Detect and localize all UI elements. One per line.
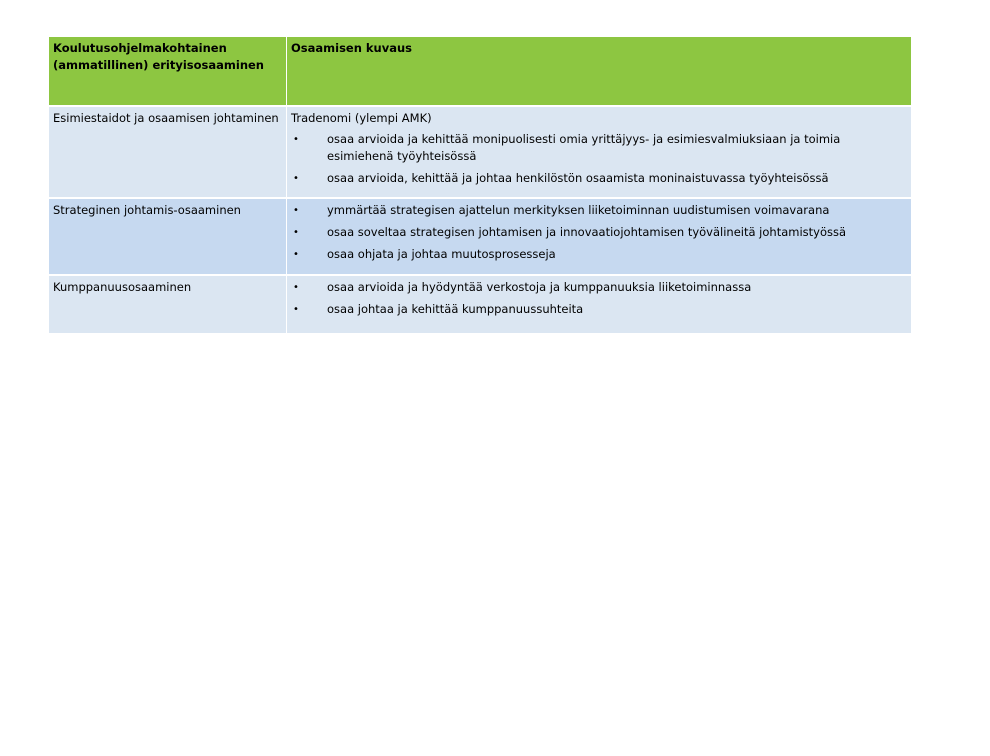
competence-table xyxy=(49,37,911,333)
list-item xyxy=(291,279,907,296)
row-description xyxy=(287,107,911,197)
list-item xyxy=(291,224,907,241)
table-header-row xyxy=(49,37,911,107)
bullet-icon: • xyxy=(293,134,299,145)
bullet-icon: • xyxy=(293,282,299,293)
bullet-icon: • xyxy=(293,227,299,238)
row-label: Strateginen johtamis-osaaminen xyxy=(49,199,287,274)
list-item xyxy=(291,131,907,165)
list-item-text: osaa soveltaa strategisen johtamisen ja innovaatiojohtamisen työvälineitä johtamistyössä xyxy=(327,225,847,239)
list-item-text: osaa ohjata ja johtaa muutosprosesseja xyxy=(327,247,556,261)
table-row xyxy=(49,199,911,276)
table-row xyxy=(49,107,911,199)
row-description xyxy=(287,276,911,333)
list-item xyxy=(291,170,907,187)
bullet-icon: • xyxy=(293,249,299,260)
table-row xyxy=(49,276,911,333)
row-description xyxy=(287,199,911,274)
bullet-icon: • xyxy=(293,173,299,184)
list-item xyxy=(291,202,907,219)
description-list xyxy=(291,202,907,263)
bullet-icon: • xyxy=(293,304,299,315)
list-item-text: osaa arvioida ja hyödyntää verkostoja ja kumppanuuksia liiketoiminnassa xyxy=(327,280,752,294)
list-item-text: osaa arvioida ja kehittää monipuolisesti omia yrittäjyys- ja esimiesvalmiuksiaan ja toimia esimiehenä työyhteisössä xyxy=(327,132,841,163)
list-item-text: osaa arvioida, kehittää ja johtaa henkilöstön osaamista moninaistuvassa työyhteisössä xyxy=(327,171,829,185)
list-item-text: ymmärtää strategisen ajattelun merkityksen liiketoiminnan uudistumisen voimavarana xyxy=(327,203,830,217)
description-list xyxy=(291,131,907,187)
list-item xyxy=(291,246,907,263)
list-item-text: osaa johtaa ja kehittää kumppanuussuhteita xyxy=(327,302,584,316)
degree-subtitle: Tradenomi (ylempi AMK) xyxy=(291,111,432,125)
header-cell-competence: Koulutusohjelmakohtainen (ammatillinen) erityisosaaminen xyxy=(49,37,287,105)
row-label: Kumppanuusosaaminen xyxy=(49,276,287,333)
description-list xyxy=(291,279,907,318)
bullet-icon: • xyxy=(293,205,299,216)
header-cell-description: Osaamisen kuvaus xyxy=(287,37,911,105)
list-item xyxy=(291,301,907,318)
row-label: Esimiestaidot ja osaamisen johtaminen xyxy=(49,107,287,197)
